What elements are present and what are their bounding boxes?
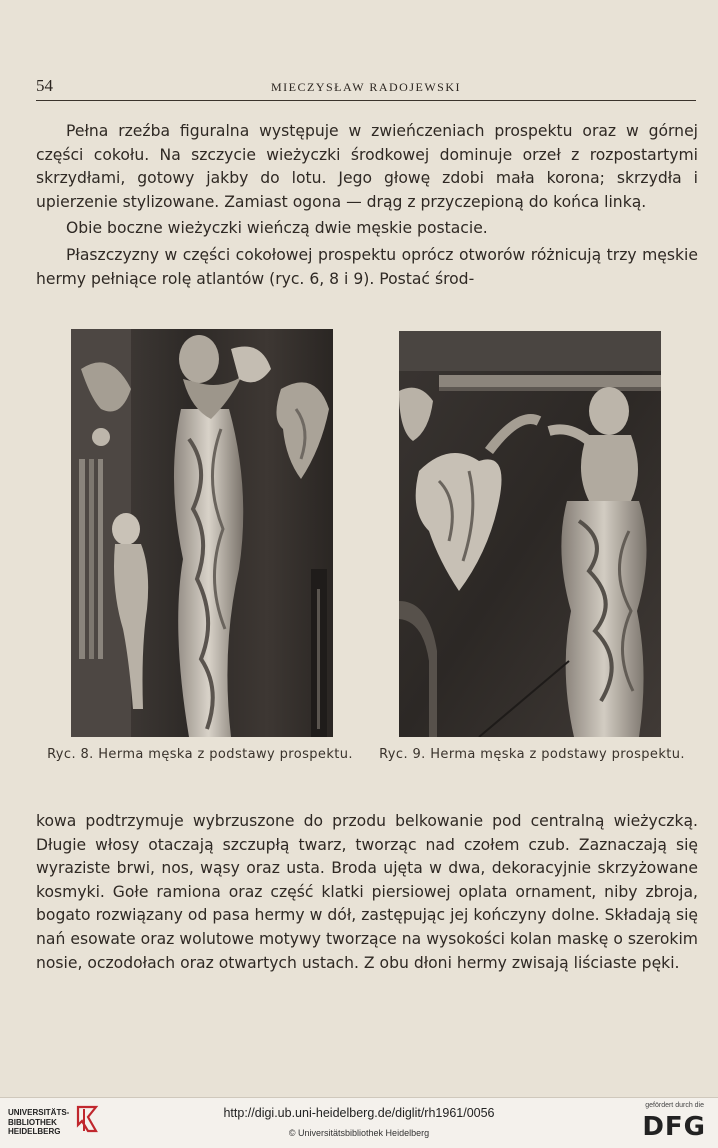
dfg-logo: DFG	[642, 1112, 706, 1142]
library-logo-icon	[74, 1103, 100, 1135]
paragraph: Obie boczne wieżyczki wieńczą dwie męskie postacie.	[66, 219, 488, 238]
paragraph: Pełna rzeźba figuralna występuje w zwieńczeniach prospektu oraz w górnej części cokołu. Na szczycie wieżyczki środkowej dominuje orzeł z rozpostartymi skrzydłami, gotowy jakby do lotu. Jego głowę zdobi mała korona; skrzydła i upierzenie stylizowane. Zamiast ogona — drąg z przyczepioną do końca linką.	[36, 122, 698, 211]
herm-sculpture-image	[399, 331, 661, 737]
figure-8-photo	[71, 329, 333, 737]
funding-note: gefördert durch die	[645, 1102, 704, 1109]
herm-sculpture-image	[71, 329, 333, 737]
copyright-notice: © Universitätsbibliothek Heidelberg	[288, 1128, 430, 1138]
library-name	[8, 1108, 69, 1137]
text-block-top	[36, 120, 698, 291]
paragraph: kowa podtrzymuje wybrzuszone do przodu belkowanie pod centralną wieżyczką. Długie włosy otaczają szczupłą twarz, tworząc nad czołem czub. Zaznaczają się wyraziste brwi, nos, wąsy oraz usta. Broda ujęta w dwa, dekoracyjnie skrzyżowane kosmyki. Gołe ramiona oraz część klatki piersiowej oplata ornament, niby zbroja, bogato rozwiązany od pasa hermy w dół, zastępując jej kończyny dolne. Składają się nań esowate oraz wolutowe motywy tworzące na wysokości kolan maskę o szerokim nosie, oczodołach oraz otwartych ustach. Z obu dłoni hermy zwisają liściaste pęki.	[36, 812, 698, 972]
figure-9-caption: Ryc. 9. Herma męska z podstawy prospektu.	[379, 747, 685, 762]
page-header	[36, 76, 696, 101]
digitization-footer	[0, 1097, 718, 1148]
figure-9-photo	[399, 331, 661, 737]
page-number: 54	[36, 76, 53, 95]
permalink-url[interactable]: http://digi.ub.uni-heidelberg.de/diglit/rh1961/0056	[223, 1106, 495, 1120]
library-name-line: BIBLIOTHEK	[8, 1117, 57, 1127]
text-block-bottom	[36, 810, 698, 975]
library-name-line: UNIVERSITÄTS-	[8, 1108, 70, 1117]
paragraph: Płaszczyzny w części cokołowej prospektu oprócz otworów różnicują trzy męskie hermy pełniące rolę atlantów (ryc. 6, 8 i 9). Postać środ-	[36, 245, 698, 288]
library-name-line: HEIDELBERG	[8, 1127, 61, 1136]
running-head: MIECZYSŁAW RADOJEWSKI	[271, 80, 461, 94]
figure-8-caption: Ryc. 8. Herma męska z podstawy prospektu.	[47, 747, 353, 762]
